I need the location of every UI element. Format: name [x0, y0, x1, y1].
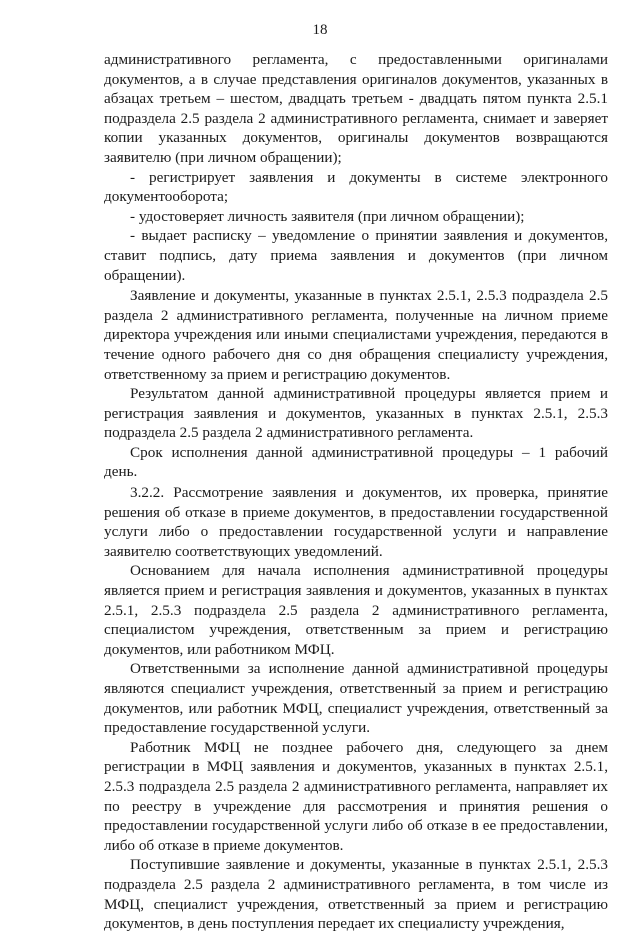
document-body: [104, 50, 608, 934]
paragraph-basis: Основанием для начала исполнения административной процедуры является прием и регистрация заявления и документов, указанных в пунктах 2.5.1, 2.5.3 подраздела 2.5 раздела 2 административного регламента, специалистом учреждения, ответственным за прием и регистрацию документов, или работником МФЦ.: [104, 562, 608, 658]
paragraph-term: Срок исполнения данной административной процедуры – 1 рабочий день.: [104, 443, 608, 481]
page-number: 18: [312, 22, 328, 38]
paragraph-list-item-identify: - удостоверяет личность заявителя (при личном обращении);: [130, 207, 525, 225]
paragraph-section-3-2-2: 3.2.2. Рассмотрение заявления и документов, их проверка, принятие решения об отказе в приеме документов, в предоставлении государственной услуги либо о предоставлении государственной услуги и направление заявителю соответствующих уведомлений.: [104, 484, 608, 560]
paragraph-received-documents: Поступившие заявление и документы, указанные в пунктах 2.5.1, 2.5.3 подраздела 2.5 раздела 2 административного регламента, в том числе из МФЦ, специалист учреждения, ответственный за прием и регистрацию документов, в день поступления передает их специалисту учреждения,: [104, 856, 608, 933]
paragraph-responsible: Ответственными за исполнение данной административной процедуры являются специалист учреждения, ответственный за прием и регистрацию документов, или работник МФЦ, специалист учреждения, ответственный за предоставление государственной услуги.: [104, 660, 608, 737]
paragraph-list-item-register: - регистрирует заявления и документы в системе электронного документооборота;: [104, 168, 608, 206]
paragraph-result: Результатом данной административной процедуры является прием и регистрация заявления и документов, указанных в пунктах 2.5.1, 2.5.3 подраздела 2.5 раздела 2 административного регламента.: [104, 385, 608, 442]
paragraph-list-item-receipt: - выдает расписку – уведомление о принятии заявления и документов, ставит подпись, дату приема заявления и документов (при личном обращении).: [104, 227, 608, 284]
paragraph-mfc-worker: Работник МФЦ не позднее рабочего дня, следующего за днем регистрации в МФЦ заявления и документов, указанных в пунктах 2.5.1, 2.5.3 подраздела 2.5 раздела 2 административного регламента, направляет их по реестру в учреждение для рассмотрения и принятия решения о предоставлении государственной услуги либо об отказе в ее предоставлении, либо об отказе в приеме документов.: [104, 738, 608, 854]
paragraph-transfer: Заявление и документы, указанные в пунктах 2.5.1, 2.5.3 подраздела 2.5 раздела 2 административного регламента, полученные на личном приеме директора учреждения или иными специалистами учреждения, передаются в течение одного рабочего дня со дня обращения специалисту учреждения, ответственному за прием и регистрацию документов.: [104, 287, 608, 383]
paragraph-continuation: административного регламента, с предоставленными оригиналами документов, а в случае представления оригиналов документов, указанных в абзацах третьем – шестом, двадцать третьем - двадцать пятом пункта 2.5.1 подраздела 2.5 раздела 2 административного регламента, снимает и заверяет копии указанных документов, оригиналы документов возвращаются заявителю (при личном обращении);: [104, 51, 608, 166]
